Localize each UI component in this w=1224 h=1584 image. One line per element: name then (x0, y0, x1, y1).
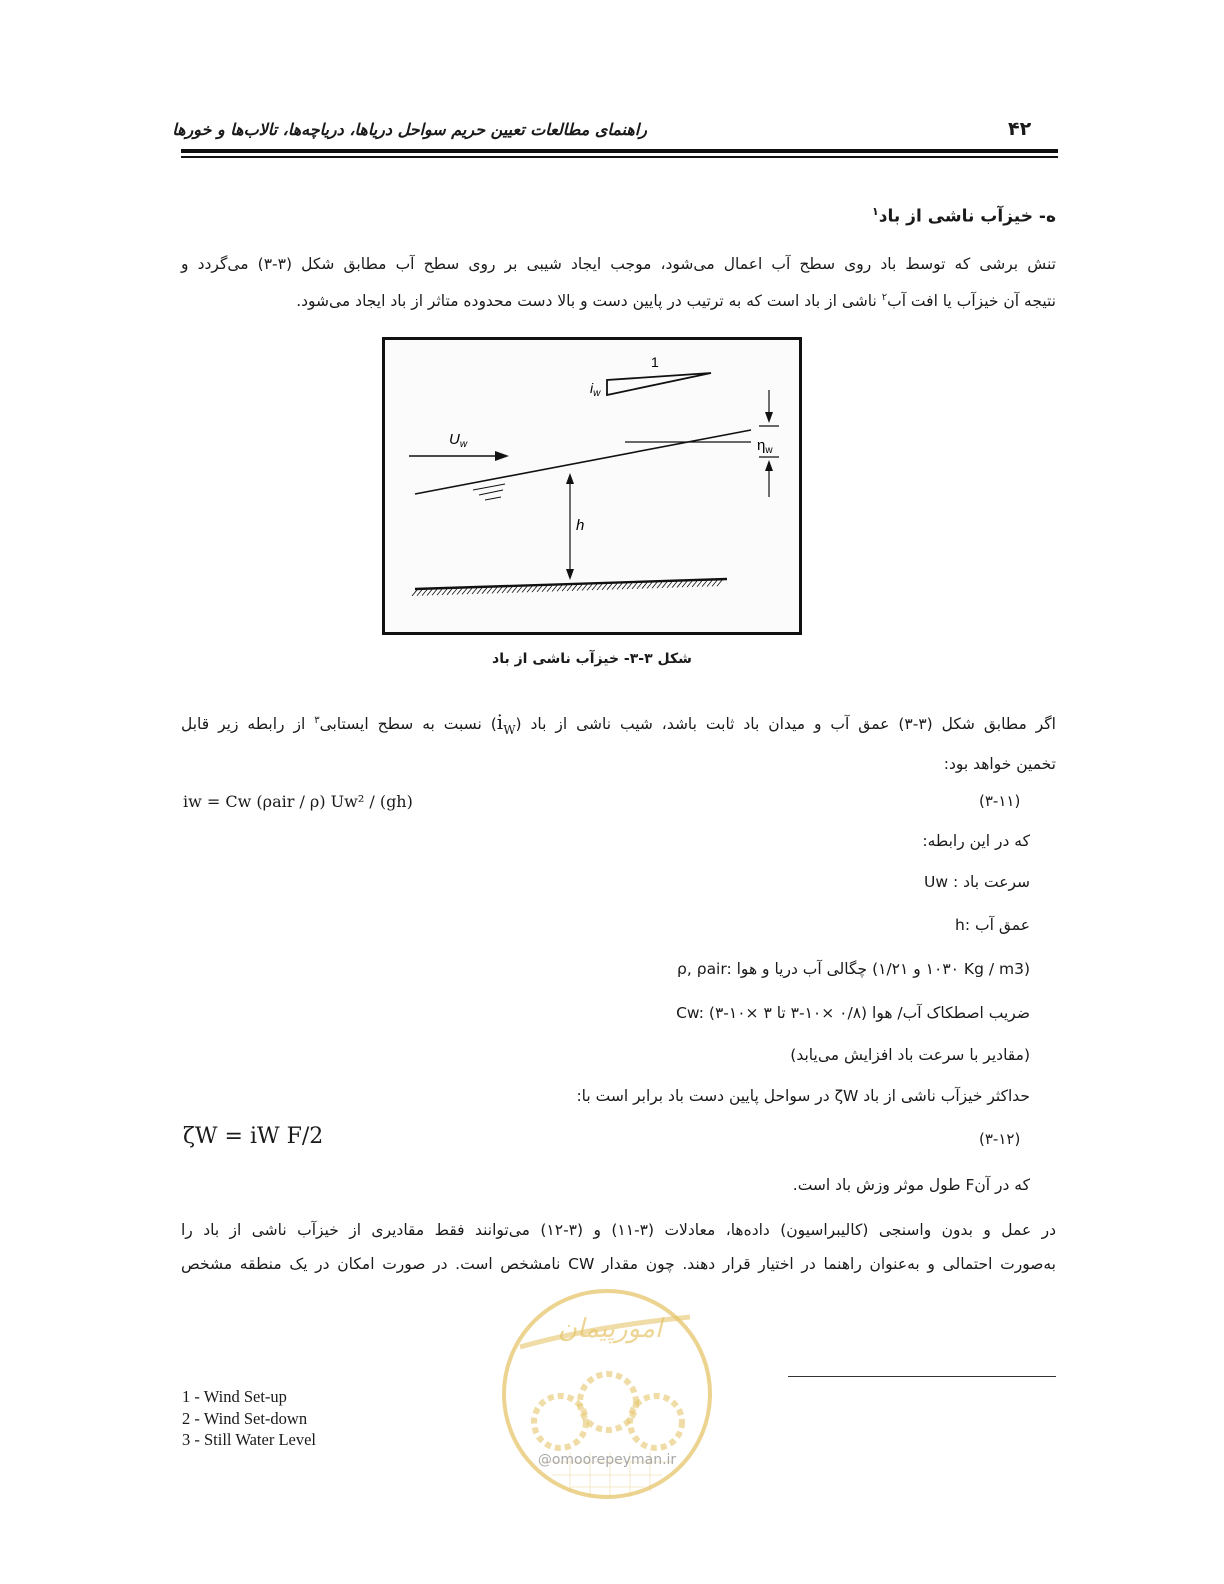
wind-setup-diagram (385, 340, 799, 632)
header-rule-thick (181, 149, 1058, 153)
footnote-3: 3 - Still Water Level (182, 1430, 316, 1449)
seabed-hatch-mark (527, 586, 532, 592)
seabed-hatch-mark (487, 588, 492, 594)
seabed-hatch-mark (562, 585, 567, 591)
seabed-hatch-mark (672, 582, 677, 588)
header-rule-thin (181, 156, 1058, 158)
fetch-definition: که در آنF طول موثر وزش باد است. (792, 1176, 1030, 1194)
section-heading (872, 205, 1056, 227)
definition-note: (مقادیر با سرعت باد افزایش می‌یابد) (790, 1046, 1030, 1064)
seabed-hatch-mark (647, 582, 652, 588)
seabed-hatch-mark (432, 589, 437, 595)
wind-speed-label: $U_w$ (449, 431, 468, 450)
watermark-logo-text: امورپیمان (557, 1314, 663, 1344)
equation-3-11-number: (۳-۱۱) (979, 792, 1021, 810)
seabed-hatch-mark (507, 587, 512, 593)
seabed-hatch-mark (412, 590, 417, 596)
seabed-hatch-mark (557, 585, 562, 591)
max-setup-sentence: حداکثر خیزآب ناشی از باد ζW در سواحل پایین دست باد برابر است با: (576, 1087, 1030, 1105)
seabed-hatch-mark (482, 588, 487, 594)
section-heading-text: ه- خیزآب ناشی از باد (878, 206, 1056, 227)
seabed-hatch-mark (597, 584, 602, 590)
seabed-hatch-mark (637, 583, 642, 589)
seabed-hatch-mark (592, 584, 597, 590)
seabed-hatch-mark (447, 589, 452, 595)
footnote-separator (788, 1376, 1056, 1377)
seabed-hatch-mark (497, 587, 502, 593)
seabed-hatch-mark (697, 581, 702, 587)
seabed-hatch-mark (707, 580, 712, 586)
seabed-hatch-mark (577, 585, 582, 591)
seabed-hatch-mark (542, 586, 547, 592)
seabed-hatch-mark (652, 582, 657, 588)
seabed-hatch-mark (502, 587, 507, 593)
seabed-hatch-mark (612, 584, 617, 590)
paragraph-1 (181, 247, 1056, 318)
watermark-gear-left (534, 1396, 586, 1448)
seabed-hatch-mark (517, 587, 522, 593)
seabed-hatch-mark (522, 586, 527, 592)
seabed-hatch-mark (677, 581, 682, 587)
slope-symbol: $i_W$ (496, 710, 516, 738)
paragraph-3-line-2: به‌صورت احتمالی و به‌عنوان راهنما در اختیار قرار دهند. چون مقدار CW نامشخص است. در صورت امکان در یک منطقه مشخص (181, 1255, 1056, 1273)
slope-label-iw: $i_w$ (590, 380, 601, 399)
wind-arrow-head (495, 451, 509, 461)
seabed-hatch-mark (607, 584, 612, 590)
slope-triangle (607, 373, 711, 395)
seabed-hatch-mark (687, 581, 692, 587)
footnote-1: 1 - Wind Set-up (182, 1387, 287, 1406)
definitions-intro: که در این رابطه: (922, 832, 1030, 850)
equation-3-11: iw = Cw (ρair / ρ) Uw² / (gh) (183, 792, 413, 811)
paragraph-1-line-1: تنش برشی که توسط باد روی سطح آب اعمال می‌شود، موجب ایجاد شیبی بر روی سطح آب مطابق شکل (۳-۳) می‌گردد و (181, 255, 1056, 273)
watermark-gear-right (630, 1396, 682, 1448)
seabed-hatch-mark (642, 583, 647, 589)
footnote-ref-2: ۲ (881, 292, 888, 303)
seabed-hatch-mark (532, 586, 537, 592)
seabed-hatch-mark (627, 583, 632, 589)
seabed-hatch-mark (682, 581, 687, 587)
paragraph-2-line-2: تخمین خواهد بود: (943, 755, 1056, 774)
seabed-hatch-mark (452, 589, 457, 595)
watermark-url: @omoorepeyman.ir (537, 1452, 677, 1468)
eta-label: $\eta_w$ (757, 437, 773, 456)
seabed-hatch-mark (582, 584, 587, 590)
seabed-hatch-mark (662, 582, 667, 588)
page-number: ۴۲ (1008, 118, 1032, 140)
footnote-ref-3: ۳ (314, 715, 320, 726)
definition-uw: Uw : سرعت باد (924, 873, 1030, 891)
paragraph-2 (181, 704, 1056, 781)
seabed-hatch-mark (457, 588, 462, 594)
definition-cw: Cw: ضریب اصطکاک آب/ هوا (۰/۸ ×۱۰-۳ تا ۳ ×۱۰-۳) (676, 1004, 1030, 1022)
seabed-hatch-mark (512, 587, 517, 593)
seabed-hatch-mark (702, 581, 707, 587)
figure-wind-setup (382, 337, 802, 635)
seabed-hatch-mark (467, 588, 472, 594)
seabed-hatch-mark (477, 588, 482, 594)
seabed-hatch-mark (492, 587, 497, 593)
water-mark-2 (479, 490, 503, 495)
seabed-hatch-mark (437, 589, 442, 595)
seabed-hatch-mark (717, 580, 722, 586)
seabed-hatch-mark (472, 588, 477, 594)
paragraph-3-line-1: در عمل و بدون واسنجی (کالیبراسیون) داده‌ها، معادلات (۳-۱۱) و (۳-۱۲) می‌توانند فقط مقادیری از خیزآب ناشی از باد را (181, 1221, 1056, 1239)
equation-3-12-number: (۳-۱۲) (979, 1130, 1021, 1148)
seabed-hatch-mark (622, 583, 627, 589)
paragraph-3 (181, 1213, 1056, 1281)
seabed-hatch-mark (567, 585, 572, 591)
seabed-hatch-mark (422, 590, 427, 596)
seabed-hatch-mark (602, 584, 607, 590)
water-mark-3 (485, 497, 501, 500)
seabed-hatch-mark (712, 580, 717, 586)
definition-h: h: عمق آب (955, 916, 1030, 934)
seabed-hatch-mark (632, 583, 637, 589)
depth-label: h (576, 517, 585, 534)
running-header-title: راهنمای مطالعات تعیین حریم سواحل دریاها، دریاچه‌ها، تالاب‌ها و خورها (172, 120, 647, 139)
paragraph-1-line-2: نتیجه آن خیزآب یا افت آب$^۲$ ناشی از باد است که به ترتیب در پایین دست و بالا دست محدوده متاثر از باد ایجاد می‌شود. (296, 292, 1056, 311)
seabed-hatch-mark (657, 582, 662, 588)
figure-caption: شکل ۳-۳- خیزآب ناشی از باد (492, 651, 692, 667)
depth-arrow-top (566, 473, 574, 484)
seabed-hatch-mark (417, 590, 422, 596)
watermark-logo (500, 1287, 714, 1501)
definition-rho: ρ, ρair: چگالی آب دریا و هوا (۱۰۳۰ و ۱/۲۱ Kg / m3) (677, 960, 1030, 978)
seabed-hatch-mark (427, 589, 432, 595)
paragraph-2-line-1: اگر مطابق شکل (۳-۳) عمق آب و میدان باد ثابت باشد، شیب ناشی از باد $(i_W)$ نسبت به سطح ایستابی$^۳$ از رابطه زیر قابل (181, 710, 1056, 738)
eta-arrow-top-head (765, 412, 773, 423)
seabed-hatch-mark (547, 586, 552, 592)
slope-label-one: 1 (651, 354, 659, 370)
water-mark-1 (473, 484, 505, 490)
footnote-2: 2 - Wind Set-down (182, 1408, 308, 1428)
seabed-hatch-mark (552, 585, 557, 591)
seabed-hatch-mark (462, 588, 467, 594)
seabed-hatch-mark (572, 585, 577, 591)
seabed-hatch-mark (587, 584, 592, 590)
seabed-hatch-mark (537, 586, 542, 592)
footnotes (182, 1386, 316, 1451)
seabed-hatch-mark (667, 582, 672, 588)
seabed-hatch-mark (442, 589, 447, 595)
seabed-hatch-mark (617, 583, 622, 589)
heading-footnote-ref: ۱ (872, 205, 879, 218)
depth-arrow-bottom (566, 569, 574, 580)
equation-3-12: ζW = iW F/2 (183, 1124, 324, 1149)
seabed-hatch-mark (692, 581, 697, 587)
